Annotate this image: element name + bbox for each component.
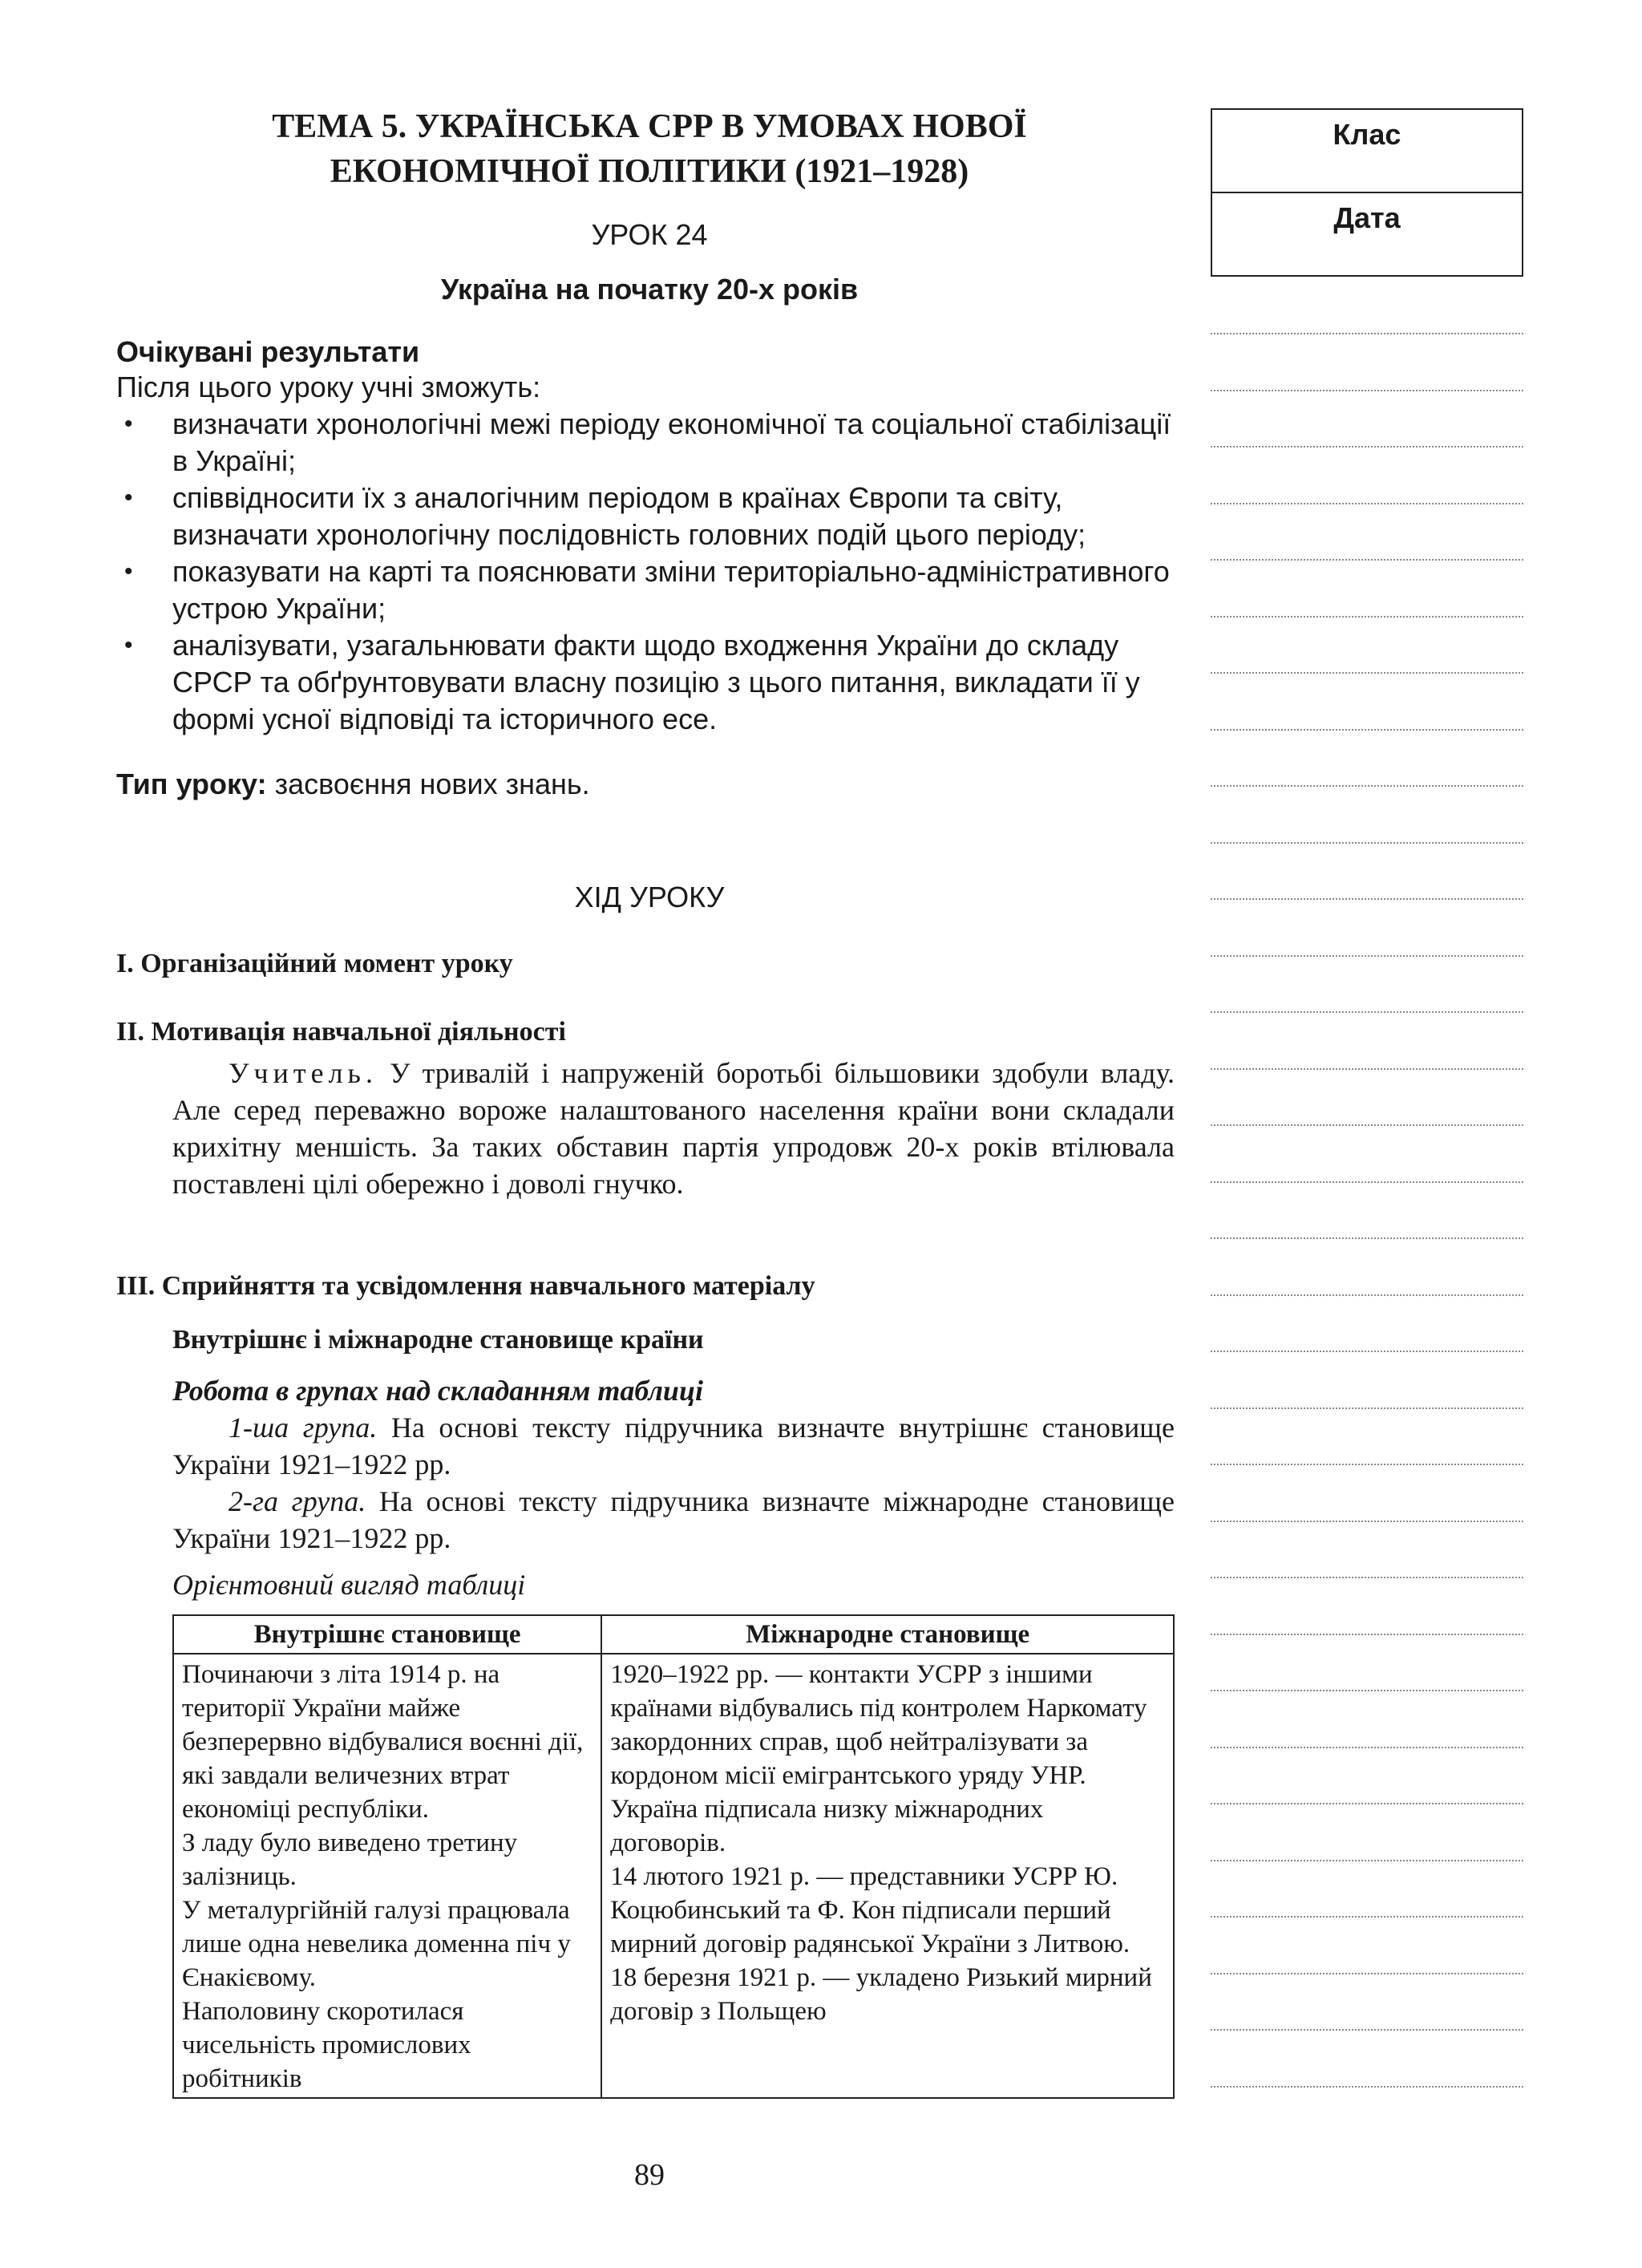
- international-item: 14 лютого 1921 р. — представники УСРР Ю. Коцюбинський та Ф. Кон підписали перший мирний договір радянської України з Литвою.: [610, 1862, 1130, 1958]
- progress-title: ХІД УРОКУ: [574, 881, 725, 913]
- note-line: [1211, 898, 1523, 900]
- group-1-task: [172, 1409, 1175, 1483]
- motivation-body: У тривалій і напруженій боротьбі більшовики здобули владу. Але серед переважно вороже налаштованого населення країни вони складали крихітну меншість. За таких обставин партія упродовж 20-х років втілювала поставлені цілі обережно і доволі гнучко.: [172, 1057, 1175, 1200]
- date-label: Дата: [1333, 201, 1401, 234]
- title-line-2: ЕКОНОМІЧНОЇ ПОЛІТИКИ (1921–1928): [330, 153, 969, 190]
- lesson-type: [116, 767, 1175, 801]
- note-line: [1211, 616, 1523, 618]
- note-line: [1211, 390, 1523, 391]
- note-line: [1211, 1237, 1523, 1239]
- section-heading-3: ІІІ. Сприйняття та усвідомлення навчального матеріалу: [116, 1271, 815, 1301]
- results-list: [116, 406, 1175, 738]
- note-line: [1211, 1294, 1523, 1296]
- internal-item: Починаючи з літа 1914 р. на території України майже безперервно відбувалися воєнні дії, які завдали величезних втрат економіці республіки.: [182, 1660, 584, 1824]
- page-title: [172, 104, 1126, 194]
- table-header-row: [173, 1615, 1174, 1654]
- title-line-1: ТЕМА 5. УКРАЇНСЬКА СРР В УМОВАХ НОВОЇ: [272, 108, 1027, 145]
- class-date-box: [1211, 108, 1523, 277]
- page-number: 89: [634, 2158, 665, 2192]
- section-heading-1: І. Організаційний момент уроку: [116, 949, 513, 978]
- note-line: [1211, 2086, 1523, 2088]
- note-line: [1211, 559, 1523, 561]
- table-header-international: Міжнародне становище: [601, 1615, 1174, 1654]
- lesson-type-value: засвоєння нових знань.: [266, 767, 590, 800]
- note-line: [1211, 2029, 1523, 2031]
- table-row: [173, 1654, 1174, 2098]
- international-item: 18 березня 1921 р. — укладено Ризький мирний договір з Польщею: [610, 1963, 1152, 2026]
- results-heading: Очікувані результати: [116, 335, 420, 368]
- note-line: [1211, 729, 1523, 731]
- note-line: [1211, 446, 1523, 448]
- lesson-number: УРОК 24: [591, 218, 708, 251]
- note-line: [1211, 785, 1523, 787]
- result-item: • визначати хронологічні межі періоду економічної та соціальної стабілізації в Україні;: [116, 406, 1175, 480]
- internal-item: З ладу було виведено третину залізниць.: [182, 1829, 518, 1891]
- group-2-label: 2-га група.: [229, 1485, 366, 1517]
- note-line: [1211, 842, 1523, 844]
- note-line: [1211, 1351, 1523, 1352]
- note-line: [1211, 1577, 1523, 1578]
- note-line: [1211, 1464, 1523, 1465]
- group-1-text: На основі тексту підручника визначте внутрішнє становище України 1921–1922 рр.: [172, 1411, 1175, 1480]
- group-1-label: 1-ша група.: [229, 1411, 378, 1444]
- result-item: • показувати на карті та пояснювати зміни територіально-адміністративного устрою України;: [116, 553, 1175, 627]
- note-line: [1211, 1803, 1523, 1804]
- expected-results: [116, 335, 1175, 738]
- work-title: Робота в групах над складанням таблиці: [172, 1375, 703, 1407]
- result-item: • аналізувати, узагальнювати факти щодо входження України до складу СРСР та обґрунтовувати власну позицію з цього питання, викладати її у формі усної відповіді та історичного есе.: [116, 627, 1175, 738]
- section-heading-2: ІІ. Мотивація навчальної діяльності: [116, 1017, 566, 1047]
- results-intro: Після цього уроку учні зможуть:: [116, 371, 541, 403]
- note-line: [1211, 1068, 1523, 1070]
- internal-item: Наполовину скоротилася чисельність промислових робітників: [182, 1997, 471, 2093]
- note-line: [1211, 955, 1523, 957]
- note-line: [1211, 1747, 1523, 1748]
- international-situation-cell: [601, 1654, 1174, 2098]
- note-line: [1211, 1690, 1523, 1691]
- subheading: Внутрішнє і міжнародне становище країни: [172, 1325, 704, 1355]
- table-caption: Орієнтовний вигляд таблиці: [172, 1569, 526, 1601]
- note-line: [1211, 1181, 1523, 1183]
- internal-situation-cell: [173, 1654, 601, 2098]
- internal-item: У металургійній галузі працювала лише одна невелика доменна піч у Єнакієвому.: [182, 1896, 571, 1992]
- class-label: Клас: [1212, 110, 1522, 193]
- international-item: Україна підписала низку міжнародних договорів.: [610, 1795, 1044, 1857]
- group-2-task: [172, 1483, 1175, 1557]
- note-line: [1211, 1521, 1523, 1522]
- note-line: [1211, 1973, 1523, 1974]
- note-line: [1211, 503, 1523, 504]
- note-line: [1211, 1407, 1523, 1409]
- motivation-text: [172, 1055, 1175, 1202]
- international-item: 1920–1922 рр. — контакти УСРР з іншими країнами відбувались під контролем Наркомату закордонних справ, щоб нейтралізувати за кордоном місії емігрантського уряду УНР.: [610, 1660, 1147, 1790]
- situation-table: [172, 1614, 1175, 2099]
- note-line: [1211, 1124, 1523, 1126]
- note-line: [1211, 1916, 1523, 1918]
- note-line: [1211, 1011, 1523, 1013]
- note-line: [1211, 333, 1523, 334]
- note-line: [1211, 672, 1523, 674]
- group-2-text: На основі тексту підручника визначте міжнародне становище України 1921–1922 рр.: [172, 1485, 1175, 1554]
- result-item: • співвідносити їх з аналогічним періодом в країнах Європи та світу, визначати хронологічну послідовність головних подій цього періоду;: [116, 480, 1175, 553]
- lesson-type-label: Тип уроку:: [116, 767, 267, 800]
- table-header-internal: Внутрішнє становище: [173, 1615, 601, 1654]
- lesson-topic: Україна на початку 20-х років: [440, 273, 859, 306]
- teacher-label: Учитель.: [229, 1057, 378, 1089]
- note-line: [1211, 1634, 1523, 1635]
- note-line: [1211, 1860, 1523, 1861]
